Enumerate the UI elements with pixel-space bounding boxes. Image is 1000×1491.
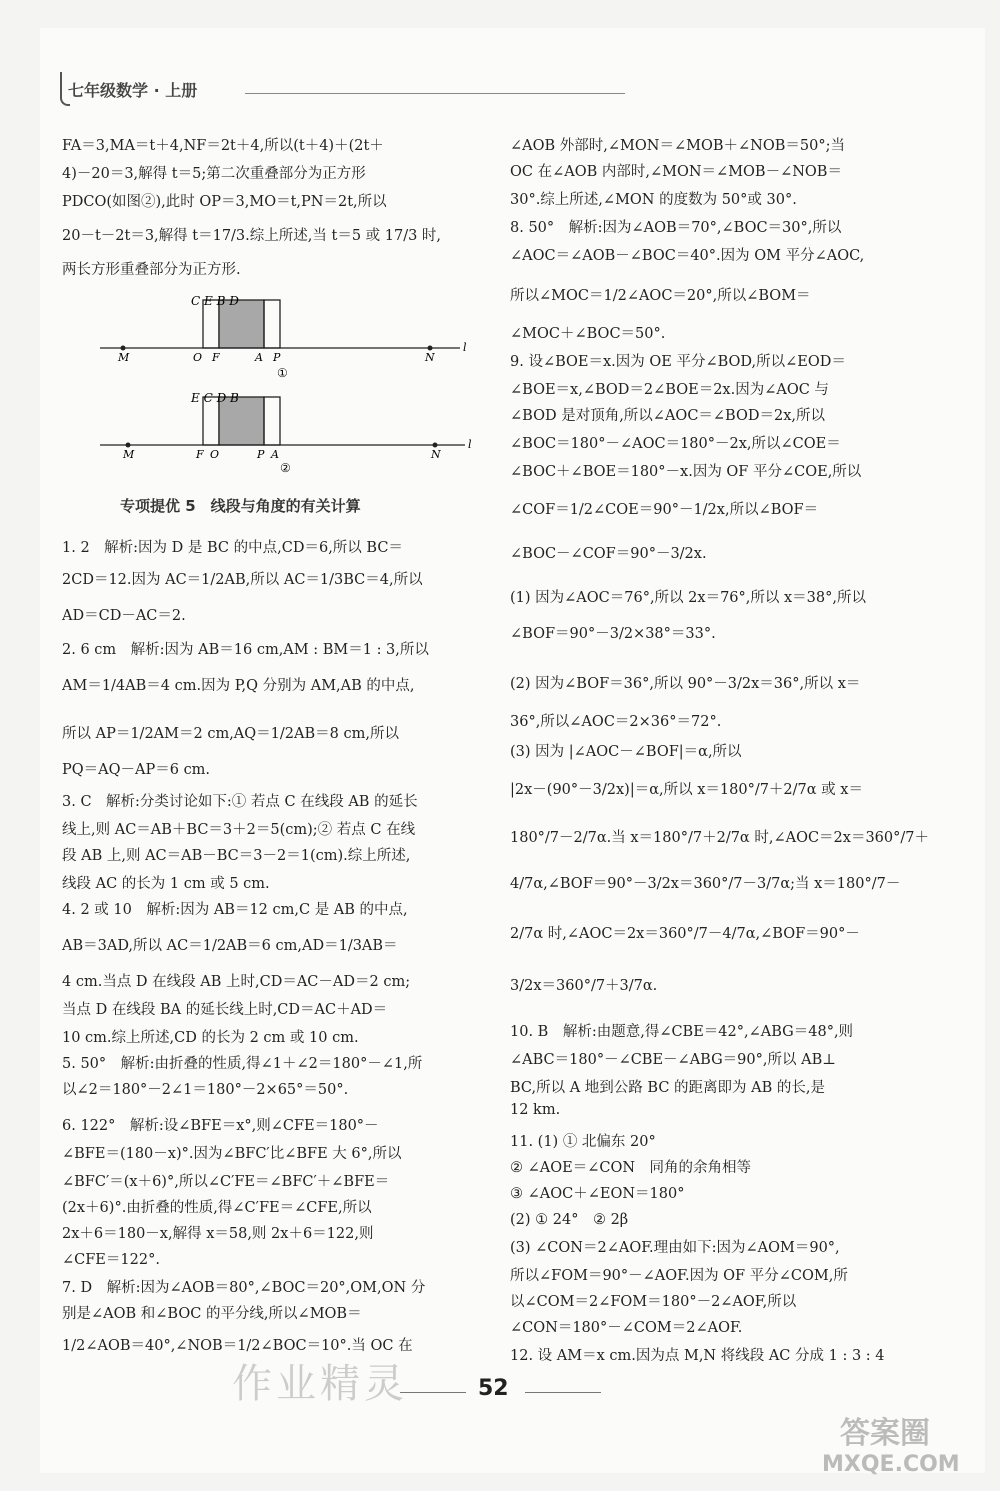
label-a: A	[255, 351, 263, 364]
text-line: 以∠2＝180°－2∠1＝180°－2×65°＝50°.	[62, 1082, 349, 1098]
label-l: l	[463, 341, 467, 354]
text-line: 11. (1) ① 北偏东 20°	[510, 1134, 656, 1150]
text-line: (2x＋6)°.由折叠的性质,得∠C′FE＝∠CFE,所以	[62, 1200, 372, 1216]
text-line: ∠MOC＋∠BOC＝50°.	[510, 326, 666, 342]
label-a: A	[271, 448, 279, 461]
text-line: ∠AOC＝∠AOB－∠BOC＝40°.因为 OM 平分∠AOC,	[510, 248, 865, 264]
text-line: 4/7α,∠BOF＝90°－3/2x＝360°/7－3/7α;当 x＝180°/7－	[510, 876, 901, 892]
text-line: BC,所以 A 地到公路 BC 的距离即为 AB 的长,是	[510, 1080, 825, 1096]
text-line: 4)－20＝3,解得 t＝5;第二次重叠部分为正方形	[62, 166, 366, 182]
text-line: (2) 因为∠BOF＝36°,所以 90°－3/2x＝36°,所以 x＝	[510, 676, 861, 692]
text-line: ③ ∠AOC＋∠EON＝180°	[510, 1186, 685, 1202]
text-line: OC 在∠AOB 内部时,∠MON＝∠MOB－∠NOB＝	[510, 164, 842, 180]
fig2-top-labels: E C D B	[191, 391, 239, 405]
text-line: 3/2x＝360°/7＋3/7α.	[510, 978, 658, 994]
text-line: 2CD＝12.因为 AC＝1/2AB,所以 AC＝1/3BC＝4,所以	[62, 572, 423, 588]
text-line: ∠BOC＝180°－∠AOC＝180°－2x,所以∠COE＝	[510, 436, 841, 452]
text-line: (3) 因为 |∠AOC－∠BOF|＝α,所以	[510, 744, 742, 760]
text-line: 10. B 解析:由题意,得∠CBE＝42°,∠ABG＝48°,则	[510, 1024, 854, 1040]
label-l: l	[468, 438, 472, 451]
text-line: 4 cm.当点 D 在线段 AB 上时,CD＝AC－AD＝2 cm;	[62, 974, 411, 990]
text-line: (1) 因为∠AOC＝76°,所以 2x＝76°,所以 x＝38°,所以	[510, 590, 866, 606]
text-line: 5. 50° 解析:由折叠的性质,得∠1＋∠2＝180°－∠1,所	[62, 1056, 423, 1072]
text-line: ∠ABC＝180°－∠CBE－∠ABG＝90°,所以 AB⊥	[510, 1052, 836, 1068]
text-line: PQ＝AQ－AP＝6 cm.	[62, 762, 211, 778]
text-line: |2x－(90°－3/2x)|＝α,所以 x＝180°/7＋2/7α 或 x＝	[510, 782, 863, 798]
text-line: ∠BFE＝(180－x)°.因为∠BFC′比∠BFE 大 6°,所以	[62, 1146, 402, 1162]
text-line: 2x＋6＝180－x,解得 x＝58,则 2x＋6＝122,则	[62, 1226, 374, 1242]
point-n	[433, 443, 438, 448]
label-n: N	[431, 448, 441, 461]
text-line: 7. D 解析:因为∠AOB＝80°,∠BOC＝20°,OM,ON 分	[62, 1280, 426, 1296]
text-line: 2. 6 cm 解析:因为 AB＝16 cm,AM : BM＝1 : 3,所以	[62, 642, 429, 658]
text-line: 两长方形重叠部分为正方形.	[62, 262, 241, 278]
text-line: ∠CFE＝122°.	[62, 1252, 160, 1268]
watermark-text: 作业精灵	[232, 1361, 408, 1407]
point-m	[121, 346, 126, 351]
page-number-rule-right	[525, 1392, 601, 1393]
figure-2-caption: ②	[280, 461, 291, 475]
text-line: ∠BFC′＝(x＋6)°,所以∠C′FE＝∠BFC′＋∠BFE＝	[62, 1174, 390, 1190]
text-line: 所以∠MOC＝1/2∠AOC＝20°,所以∠BOM＝	[510, 288, 811, 304]
text-line: 9. 设∠BOE＝x.因为 OE 平分∠BOD,所以∠EOD＝	[510, 354, 846, 370]
text-line: PDCO(如图②),此时 OP＝3,MO＝t,PN＝2t,所以	[62, 194, 387, 210]
text-line: (3) ∠CON＝2∠AOF.理由如下:因为∠AOM＝90°,	[510, 1240, 840, 1256]
text-line: 当点 D 在线段 BA 的延长线上时,CD＝AC＋AD＝	[62, 1002, 388, 1018]
text-line: 8. 50° 解析:因为∠AOB＝70°,∠BOC＝30°,所以	[510, 220, 842, 236]
label-f: F	[212, 351, 220, 364]
text-line: FA＝3,MA＝t＋4,NF＝2t＋4,所以(t＋4)＋(2t＋	[62, 138, 384, 154]
label-o: O	[193, 351, 203, 364]
watermark-logo: 答案圈	[840, 1416, 930, 1451]
text-line: AD＝CD－AC＝2.	[62, 608, 186, 624]
text-line: 6. 122° 解析:设∠BFE＝x°,则∠CFE＝180°－	[62, 1118, 379, 1134]
label-f: F	[196, 448, 204, 461]
text-line: 30°.综上所述,∠MON 的度数为 50°或 30°.	[510, 192, 797, 208]
text-line: ∠CON＝180°－∠COM＝2∠AOF.	[510, 1320, 743, 1336]
text-line: 所以∠FOM＝90°－∠AOF.因为 OF 平分∠COM,所	[510, 1268, 848, 1284]
text-line: 12. 设 AM＝x cm.因为点 M,N 将线段 AC 分成 1 : 3 : 4	[510, 1348, 885, 1364]
page-header-title: 七年级数学 · 上册	[68, 81, 198, 100]
label-p: P	[273, 351, 281, 364]
label-m: M	[123, 448, 135, 461]
text-line: 3. C 解析:分类讨论如下:① 若点 C 在线段 AB 的延长	[62, 794, 418, 810]
label-n: N	[425, 351, 435, 364]
header-rule	[245, 93, 625, 94]
label-p: P	[257, 448, 265, 461]
text-line: ∠AOB 外部时,∠MON＝∠MOB＋∠NOB＝50°;当	[510, 138, 845, 154]
text-line: AM＝1/4AB＝4 cm.因为 P,Q 分别为 AM,AB 的中点,	[62, 678, 415, 694]
text-line: 1/2∠AOB＝40°,∠NOB＝1/2∠BOC＝10°.当 OC 在	[62, 1338, 413, 1354]
page-number-rule-left	[400, 1392, 466, 1393]
text-line: ∠BOD 是对顶角,所以∠AOC＝∠BOD＝2x,所以	[510, 408, 826, 424]
page-number: 52	[478, 1376, 509, 1401]
text-line: 2/7α 时,∠AOC＝2x＝360°/7－4/7α,∠BOF＝90°－	[510, 926, 860, 942]
watermark-site: MXQE.COM	[822, 1452, 960, 1477]
text-line: 10 cm.综上所述,CD 的长为 2 cm 或 10 cm.	[62, 1030, 359, 1046]
text-line: 180°/7－2/7α.当 x＝180°/7＋2/7α 时,∠AOC＝2x＝360°/7＋	[510, 830, 929, 846]
text-line: AB＝3AD,所以 AC＝1/2AB＝6 cm,AD＝1/3AB＝	[62, 938, 398, 954]
text-line: ∠BOF＝90°－3/2×38°＝33°.	[510, 626, 716, 642]
text-line: 线段 AC 的长为 1 cm 或 5 cm.	[62, 876, 270, 892]
label-o: O	[210, 448, 220, 461]
text-line: 36°,所以∠AOC＝2×36°＝72°.	[510, 714, 722, 730]
text-line: 4. 2 或 10 解析:因为 AB＝12 cm,C 是 AB 的中点,	[62, 902, 408, 918]
text-line: 20－t－2t＝3,解得 t＝17/3.综上所述,当 t＝5 或 17/3 时,	[62, 228, 442, 244]
figure-1	[100, 294, 467, 380]
geometry-figure	[95, 285, 475, 480]
text-line: 别是∠AOB 和∠BOC 的平分线,所以∠MOB＝	[62, 1306, 362, 1322]
text-line: ∠BOC＋∠BOE＝180°－x.因为 OF 平分∠COE,所以	[510, 464, 862, 480]
point-n	[428, 346, 433, 351]
fig1-top-labels: C E B D	[191, 294, 239, 308]
section-title: 专项提优 5 线段与角度的有关计算	[120, 497, 361, 515]
text-line: 线上,则 AC＝AB＋BC＝3＋2＝5(cm);② 若点 C 在线	[62, 822, 416, 838]
text-line: 所以 AP＝1/2AM＝2 cm,AQ＝1/2AB＝8 cm,所以	[62, 726, 399, 742]
figure-1-caption: ①	[277, 366, 288, 380]
text-line: ∠BOE＝x,∠BOD＝2∠BOE＝2x.因为∠AOC 与	[510, 382, 829, 398]
text-line: 以∠COM＝2∠FOM＝180°－2∠AOF,所以	[510, 1294, 797, 1310]
text-line: ∠BOC－∠COF＝90°－3/2x.	[510, 546, 707, 562]
text-line: ② ∠AOE＝∠CON 同角的余角相等	[510, 1160, 752, 1176]
text-line: (2) ① 24° ② 2β	[510, 1212, 629, 1228]
text-line: 12 km.	[510, 1102, 561, 1118]
text-line: 段 AB 上,则 AC＝AB－BC＝3－2＝1(cm).综上所述,	[62, 848, 411, 864]
text-line: 1. 2 解析:因为 D 是 BC 的中点,CD＝6,所以 BC＝	[62, 540, 403, 556]
label-m: M	[118, 351, 130, 364]
text-line: ∠COF＝1/2∠COE＝90°－1/2x,所以∠BOF＝	[510, 502, 819, 518]
figure-2	[100, 391, 472, 475]
point-m	[126, 443, 131, 448]
